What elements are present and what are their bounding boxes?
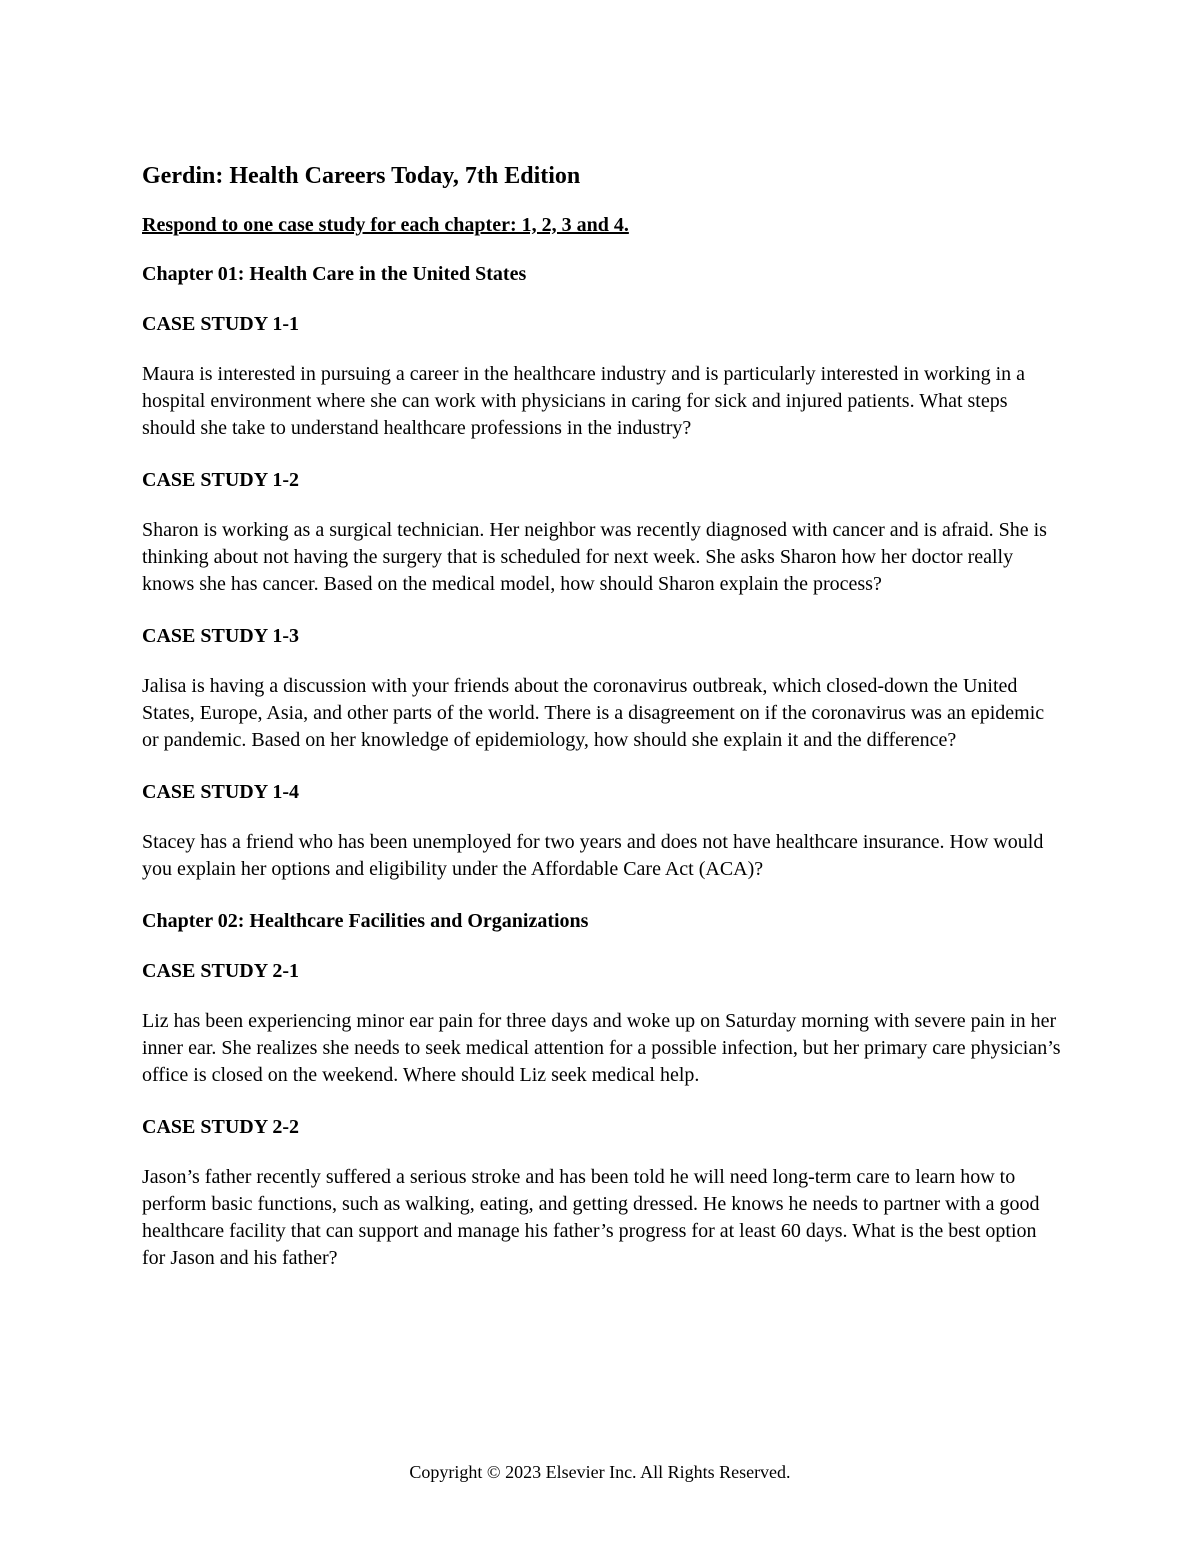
case-study-text: Jalisa is having a discussion with your friends about the coronavirus outbreak, which closed-down the United States, Europe, Asia, and other parts of the world. There is a disagreement on if the coronavirus was an epidemic or pandemic. Based on her knowledge of epidemiology, how should she explain it and the difference? [142,675,1045,751]
case-study-text: Sharon is working as a surgical technician. Her neighbor was recently diagnosed with cancer and is afraid. She is thinking about not having the surgery that is scheduled for next week. She asks Sharon how her doctor really knows she has cancer. Based on the medical model, how should Sharon explain the process? [142,519,1047,595]
case-study-2-1 [142,958,1062,1089]
copyright-footer: Copyright © 2023 Elsevier Inc. All Rights Reserved. [409,1462,791,1482]
case-study-text: Maura is interested in pursuing a career in the healthcare industry and is particularly interested in working in a hospital environment where she can work with physicians in caring for sick and injured patients. What steps should she take to understand healthcare professions in the industry? [142,363,1026,439]
case-study-heading: CASE STUDY 2-1 [142,960,300,982]
case-study-text: Liz has been experiencing minor ear pain for three days and woke up on Saturday morning with severe pain in her inner ear. She realizes she needs to seek medical attention for a possible infection, but her primary care physician’s office is closed on the weekend. Where should Liz seek medical help. [142,1010,1061,1086]
case-study-heading: CASE STUDY 2-2 [142,1116,300,1138]
case-study-heading: CASE STUDY 1-3 [142,625,300,647]
case-study-1-4 [142,779,1062,883]
case-study-1-1 [142,311,1062,442]
case-study-heading: CASE STUDY 1-2 [142,469,300,491]
chapter-heading: Chapter 01: Health Care in the United States [142,263,527,285]
case-study-text: Jason’s father recently suffered a serious stroke and has been told he will need long-term care to learn how to perform basic functions, such as walking, eating, and getting dressed. He knows he needs to partner with a good healthcare facility that can support and manage his father’s progress for at least 60 days. What is the best option for Jason and his father? [142,1166,1040,1269]
chapter-02 [142,908,1062,1272]
case-study-text: Stacey has a friend who has been unemployed for two years and does not have healthcare insurance. How would you explain her options and eligibility under the Affordable Care Act (ACA)? [142,831,1044,880]
chapter-heading: Chapter 02: Healthcare Facilities and Organizations [142,910,589,932]
document-title: Gerdin: Health Careers Today, 7th Edition [142,163,581,189]
chapter-01 [142,261,1062,883]
document-body [142,160,1062,1297]
case-study-2-2 [142,1114,1062,1272]
instructions: Respond to one case study for each chapter: 1, 2, 3 and 4. [142,214,629,236]
case-study-heading: CASE STUDY 1-1 [142,313,300,335]
case-study-1-3 [142,623,1062,754]
case-study-heading: CASE STUDY 1-4 [142,781,300,803]
case-study-1-2 [142,467,1062,598]
